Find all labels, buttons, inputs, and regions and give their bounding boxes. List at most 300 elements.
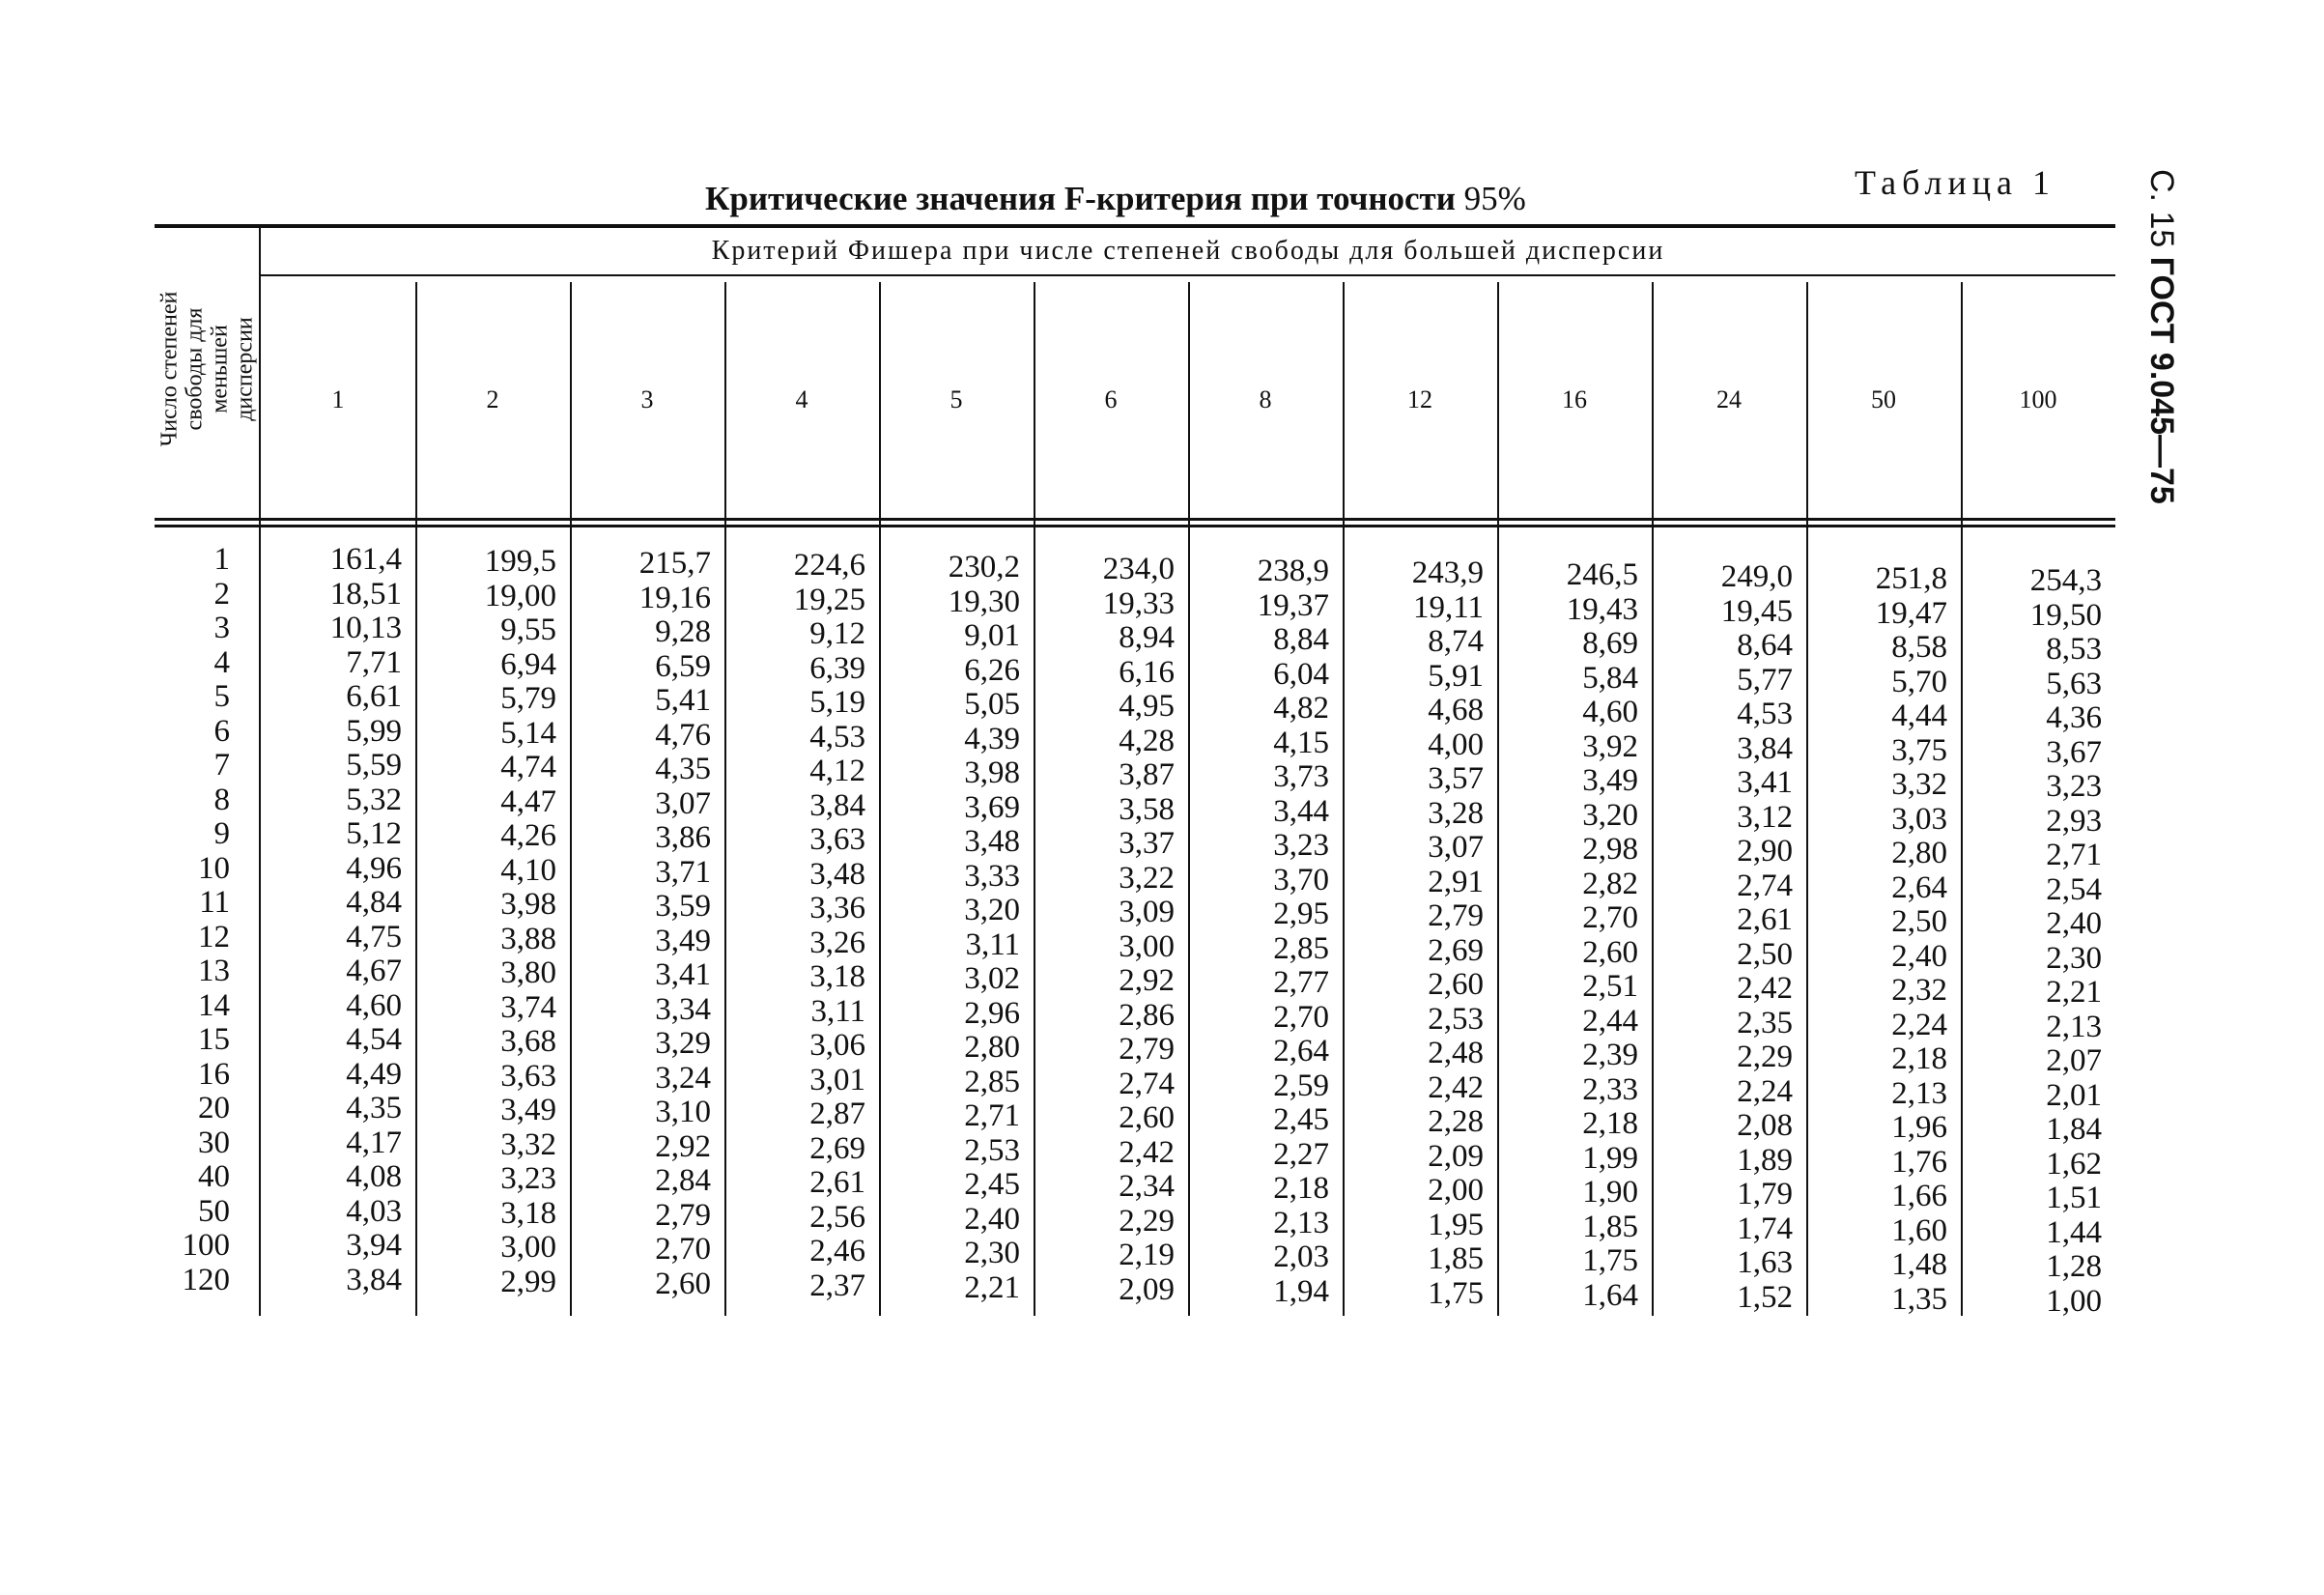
table-cell: 2,37 (809, 1267, 865, 1303)
table-cell: 6,59 (655, 648, 711, 684)
table-cell: 9,12 (809, 616, 865, 651)
table-cell: 4,12 (809, 754, 865, 788)
table-cell: 2,18 (1273, 1171, 1329, 1206)
table-cell: 2,19 (1119, 1238, 1175, 1272)
table-cell: 2,21 (2046, 975, 2102, 1010)
table-cell: 3,29 (655, 1026, 711, 1061)
table-cell: 3,07 (1428, 830, 1484, 865)
table-cell: 2,42 (1737, 971, 1793, 1006)
table-cell: 2,84 (655, 1163, 711, 1198)
table-cell: 3,23 (2046, 769, 2102, 804)
table-cell: 224,6 (793, 548, 865, 583)
table-cell: 3,28 (1428, 795, 1484, 831)
row-label: 3 (213, 611, 230, 645)
table-cell: 8,74 (1428, 624, 1484, 659)
table-cell: 8,53 (2046, 632, 2102, 667)
table-cell: 1,75 (1428, 1275, 1484, 1311)
table-cell: 2,64 (1891, 869, 1947, 905)
table-cell: 3,24 (655, 1060, 711, 1096)
table-cell: 2,27 (1273, 1136, 1329, 1172)
table-cell: 2,90 (1737, 834, 1793, 869)
table-cell: 2,28 (1428, 1104, 1484, 1139)
table-cell: 2,98 (1582, 832, 1638, 867)
table-cell: 3,68 (500, 1024, 556, 1059)
table-cell: 3,03 (1891, 801, 1947, 837)
table-cell: 4,67 (346, 954, 402, 988)
table-cell: 3,98 (500, 887, 556, 922)
table-cell: 2,71 (964, 1098, 1020, 1133)
table-cell: 1,35 (1891, 1281, 1947, 1317)
row-labels (155, 543, 230, 1297)
table-cell: 2,87 (809, 1097, 865, 1131)
table-cell: 2,69 (809, 1130, 865, 1166)
table-cell: 199,5 (484, 544, 556, 579)
value-column (724, 549, 865, 1303)
table-cell: 4,49 (346, 1056, 402, 1092)
table-cell: 2,86 (1119, 997, 1175, 1033)
standard-designation: ГОСТ 9.045—75 (2143, 256, 2180, 504)
table-cell: 2,56 (809, 1199, 865, 1235)
spanner-header: Критерий Фишера при числе степеней свободы для большей дисперсии (711, 236, 1665, 266)
row-label: 120 (182, 1262, 230, 1297)
table-cell: 3,92 (1582, 728, 1638, 764)
table-cell: 3,18 (500, 1195, 556, 1231)
row-label: 10 (198, 850, 230, 886)
table-cell: 2,50 (1737, 936, 1793, 972)
table-cell: 4,08 (346, 1159, 402, 1194)
column-header: 3 (640, 385, 654, 413)
table-cell: 3,41 (1737, 765, 1793, 800)
table-cell: 2,79 (655, 1197, 711, 1233)
table-cell: 3,23 (1273, 828, 1329, 863)
page-number: С. 15 (2143, 169, 2180, 248)
table-cell: 2,30 (964, 1236, 1020, 1270)
row-label: 16 (198, 1056, 230, 1092)
table-cell: 2,79 (1428, 898, 1484, 933)
row-label: 20 (198, 1091, 230, 1125)
table-cell: 2,45 (964, 1167, 1020, 1202)
table-cell: 2,35 (1737, 1005, 1793, 1040)
table-cell: 19,00 (484, 578, 556, 613)
table-cell: 18,51 (329, 576, 402, 612)
table-cell: 1,95 (1428, 1207, 1484, 1242)
table-cell: 2,32 (1891, 973, 1947, 1008)
table-cell: 2,29 (1737, 1040, 1793, 1074)
table-cell: 2,13 (2046, 1009, 2102, 1044)
table-cell: 254,3 (2029, 563, 2102, 598)
table-cell: 3,75 (1891, 732, 1947, 768)
column-header: 50 (1871, 385, 1896, 413)
table-cell: 3,80 (500, 955, 556, 990)
table-cell: 4,68 (1428, 693, 1484, 727)
column-header: 4 (795, 385, 808, 413)
table-cell: 2,64 (1273, 1034, 1329, 1068)
row-label: 100 (182, 1228, 230, 1263)
table-cell: 4,82 (1273, 691, 1329, 726)
column-header: 2 (486, 385, 499, 413)
table-cell: 7,71 (346, 644, 402, 680)
value-column (1961, 564, 2102, 1319)
table-cell: 3,26 (809, 925, 865, 960)
table-cell: 8,84 (1273, 622, 1329, 657)
table-cell: 2,53 (1428, 1001, 1484, 1037)
table-cell: 1,84 (2046, 1112, 2102, 1147)
table-cell: 2,44 (1582, 1003, 1638, 1039)
table-cell: 5,19 (809, 685, 865, 720)
table-cell: 3,98 (964, 755, 1020, 790)
row-label: 5 (213, 679, 230, 714)
table-cell: 2,42 (1428, 1069, 1484, 1105)
row-label: 11 (199, 885, 230, 920)
table-cell: 2,60 (1428, 967, 1484, 1002)
table-cell: 2,08 (1737, 1108, 1793, 1143)
table-cell: 2,60 (655, 1266, 711, 1301)
table-cell: 3,00 (1119, 928, 1175, 964)
table-label: Таблица 1 (1855, 163, 2055, 202)
table-cell: 19,45 (1720, 593, 1793, 629)
table-cell: 19,43 (1566, 591, 1638, 627)
table-cell: 3,20 (1582, 797, 1638, 833)
table-cell: 6,94 (500, 646, 556, 682)
table-cell: 3,84 (809, 787, 865, 823)
value-column (1343, 556, 1484, 1311)
table-cell: 4,44 (1891, 698, 1947, 733)
table-cell: 2,60 (1119, 1100, 1175, 1135)
table-cell: 3,94 (346, 1228, 402, 1263)
table-cell: 4,75 (346, 919, 402, 954)
table-cell: 2,18 (1582, 1106, 1638, 1141)
table-cell: 3,34 (655, 991, 711, 1027)
table-cell: 4,00 (1428, 726, 1484, 762)
row-label: 14 (198, 987, 230, 1023)
table-cell: 3,63 (500, 1058, 556, 1094)
table-cell: 2,70 (1582, 900, 1638, 935)
table-cell: 1,89 (1737, 1142, 1793, 1178)
column-header: 8 (1259, 385, 1272, 413)
table-cell: 2,95 (1273, 897, 1329, 931)
table-cell: 1,51 (2046, 1181, 2102, 1215)
table-cell: 1,90 (1582, 1175, 1638, 1210)
table-cell: 2,51 (1582, 969, 1638, 1004)
table-cell: 2,48 (1428, 1036, 1484, 1070)
table-cell: 4,17 (346, 1125, 402, 1160)
table-cell: 3,37 (1119, 826, 1175, 861)
table-cell: 5,14 (500, 715, 556, 751)
table-cell: 2,00 (1428, 1173, 1484, 1208)
header-bottom-rule (155, 518, 2115, 527)
table-cell: 2,80 (1891, 836, 1947, 870)
row-label: 30 (198, 1125, 230, 1160)
table-cell: 5,77 (1737, 662, 1793, 698)
column-header: 1 (331, 385, 345, 413)
table-cell: 2,74 (1737, 868, 1793, 903)
table-cell: 4,10 (500, 852, 556, 888)
table-cell: 5,63 (2046, 666, 2102, 701)
table-cell: 2,42 (1119, 1134, 1175, 1170)
table-cell: 1,62 (2046, 1146, 2102, 1182)
table-cell: 1,96 (1891, 1110, 1947, 1145)
table-cell: 3,71 (655, 854, 711, 890)
table-cell: 1,94 (1273, 1273, 1329, 1309)
table-cell: 3,84 (346, 1262, 402, 1297)
table-cell: 6,39 (809, 650, 865, 686)
table-cell: 2,46 (809, 1234, 865, 1268)
table-cell: 5,05 (964, 687, 1020, 722)
row-label: 12 (198, 919, 230, 954)
table-cell: 2,50 (1891, 904, 1947, 939)
table-cell: 3,49 (500, 1093, 556, 1127)
row-label: 40 (198, 1159, 230, 1194)
table-cell: 3,57 (1428, 761, 1484, 796)
table-cell: 2,79 (1119, 1032, 1175, 1067)
table-cell: 3,01 (809, 1062, 865, 1097)
table-cell: 3,02 (964, 961, 1020, 996)
table-cell: 9,55 (500, 612, 556, 647)
table-cell: 5,70 (1891, 664, 1947, 699)
table-cell: 4,03 (346, 1193, 402, 1229)
table-cell: 2,82 (1582, 866, 1638, 901)
table-cell: 3,18 (809, 959, 865, 994)
table-cell: 2,33 (1582, 1071, 1638, 1107)
table-cell: 2,39 (1582, 1038, 1638, 1072)
table-cell: 3,87 (1119, 757, 1175, 792)
table-cell: 3,73 (1273, 759, 1329, 794)
value-column (415, 545, 556, 1299)
row-label: 9 (213, 816, 230, 851)
table-cell: 5,79 (500, 681, 556, 716)
table-cell: 1,75 (1582, 1243, 1638, 1278)
table-cell: 2,45 (1273, 1102, 1329, 1137)
table-cell: 1,52 (1737, 1279, 1793, 1315)
table-cell: 19,33 (1102, 585, 1175, 621)
table-cell: 3,09 (1119, 895, 1175, 929)
table-cell: 2,61 (809, 1165, 865, 1200)
value-column (570, 547, 711, 1301)
row-label: 7 (213, 748, 230, 783)
table-cell: 3,41 (655, 957, 711, 992)
column-header: 16 (1562, 385, 1587, 413)
table-cell: 2,24 (1891, 1007, 1947, 1042)
table-cell: 2,01 (2046, 1077, 2102, 1113)
table-cell: 19,16 (638, 580, 711, 615)
table-cell: 4,35 (346, 1091, 402, 1125)
table-cell: 3,11 (810, 993, 865, 1029)
table-cell: 2,53 (964, 1132, 1020, 1168)
table-cell: 2,40 (2046, 906, 2102, 941)
table-title (705, 180, 1526, 218)
row-label: 2 (213, 576, 230, 612)
table-cell: 2,09 (1428, 1138, 1484, 1174)
table-cell: 161,4 (329, 542, 402, 577)
table-cell: 3,48 (964, 824, 1020, 859)
table-cell: 9,28 (655, 614, 711, 649)
table-cell: 3,10 (655, 1095, 711, 1129)
table-cell: 2,93 (2046, 803, 2102, 839)
table-cell: 5,12 (346, 816, 402, 851)
table-cell: 2,30 (2046, 940, 2102, 976)
table-cell: 1,64 (1582, 1277, 1638, 1313)
table-cell: 5,41 (655, 683, 711, 718)
table-cell: 2,99 (500, 1264, 556, 1299)
table-cell: 1,63 (1737, 1245, 1793, 1280)
row-label: 6 (213, 713, 230, 749)
table-cell: 2,61 (1737, 902, 1793, 937)
table-cell: 4,35 (655, 752, 711, 786)
table-cell: 2,71 (2046, 838, 2102, 872)
table-cell: 1,60 (1891, 1212, 1947, 1248)
table-cell: 2,77 (1273, 965, 1329, 1000)
table-cell: 238,9 (1257, 554, 1329, 588)
stub-header (155, 224, 259, 514)
table-cell: 10,13 (329, 611, 402, 645)
table-cell: 4,47 (500, 783, 556, 819)
value-column (1188, 555, 1329, 1309)
table-cell: 4,39 (964, 721, 1020, 756)
table-cell: 3,22 (1119, 860, 1175, 896)
table-cell: 2,54 (2046, 871, 2102, 907)
table-cell: 4,95 (1119, 689, 1175, 724)
table-cell: 1,66 (1891, 1179, 1947, 1213)
table-cell: 19,47 (1875, 595, 1947, 631)
value-column (1806, 562, 1947, 1317)
table-cell: 8,69 (1582, 626, 1638, 661)
table-cell: 1,85 (1582, 1209, 1638, 1244)
table-cell: 3,49 (1582, 763, 1638, 798)
value-column (1034, 553, 1175, 1307)
table-cell: 2,96 (964, 995, 1020, 1031)
table-cell: 2,70 (1273, 999, 1329, 1035)
table-cell: 6,26 (964, 652, 1020, 688)
column-header: 12 (1407, 385, 1432, 413)
table-cell: 5,59 (346, 748, 402, 783)
table-cell: 3,06 (809, 1028, 865, 1063)
table-cell: 3,74 (500, 989, 556, 1025)
table-cell: 2,69 (1428, 932, 1484, 968)
table-cell: 2,85 (964, 1064, 1020, 1099)
table-cell: 3,32 (500, 1126, 556, 1162)
table-cell: 1,00 (2046, 1283, 2102, 1319)
table-cell: 4,60 (346, 987, 402, 1023)
table-cell: 2,70 (655, 1232, 711, 1267)
table-cell: 3,49 (655, 923, 711, 958)
table-cell: 2,80 (964, 1030, 1020, 1065)
table-cell: 2,13 (1891, 1075, 1947, 1111)
table-cell: 251,8 (1875, 561, 1947, 596)
table-cell: 2,85 (1273, 930, 1329, 966)
table-cell: 4,76 (655, 717, 711, 753)
table-cell: 1,76 (1891, 1144, 1947, 1180)
table-cell: 3,00 (500, 1230, 556, 1265)
table-cell: 249,0 (1720, 559, 1793, 594)
table-cell: 3,63 (809, 822, 865, 857)
row-label: 15 (198, 1022, 230, 1057)
table-cell: 1,99 (1582, 1140, 1638, 1176)
table-cell: 215,7 (638, 546, 711, 581)
table-cell: 2,24 (1737, 1073, 1793, 1109)
table-cell: 3,23 (500, 1161, 556, 1196)
table-cell: 2,34 (1119, 1169, 1175, 1204)
table-cell: 5,84 (1582, 660, 1638, 696)
table-cell: 19,50 (2029, 597, 2102, 633)
table-cell: 246,5 (1566, 557, 1638, 592)
table-cell: 2,40 (1891, 938, 1947, 974)
table-cell: 243,9 (1411, 555, 1484, 590)
table-cell: 8,94 (1119, 620, 1175, 655)
table-cell: 6,61 (346, 679, 402, 714)
table-cell: 3,84 (1737, 730, 1793, 766)
table-cell: 2,18 (1891, 1041, 1947, 1076)
table-cell: 3,11 (965, 926, 1020, 962)
table-cell: 2,40 (964, 1201, 1020, 1237)
table-cell: 4,60 (1582, 695, 1638, 729)
column-header: 5 (949, 385, 963, 413)
stub-header-text: Число степеней свободы для меньшей дисперсии (156, 291, 258, 447)
table-cell: 4,54 (346, 1022, 402, 1057)
table-cell: 3,59 (655, 889, 711, 924)
table-cell: 4,84 (346, 885, 402, 920)
table-cell: 3,88 (500, 921, 556, 956)
table-cell: 1,44 (2046, 1214, 2102, 1250)
table-cell: 230,2 (948, 550, 1020, 584)
table-top-rule (155, 224, 2115, 228)
table-cell: 3,69 (964, 789, 1020, 825)
table-cell: 2,21 (964, 1269, 1020, 1305)
table-cell: 8,58 (1891, 630, 1947, 665)
table-cell: 4,74 (500, 750, 556, 784)
table-cell: 5,91 (1428, 658, 1484, 694)
title-percent: 95% (1463, 180, 1526, 217)
table-cell: 6,16 (1119, 654, 1175, 690)
table-cell: 3,58 (1119, 791, 1175, 827)
table-cell: 1,48 (1891, 1247, 1947, 1282)
table-cell: 9,01 (964, 618, 1020, 653)
table-cell: 1,85 (1428, 1241, 1484, 1276)
table-cell: 3,36 (809, 891, 865, 926)
row-label: 8 (213, 782, 230, 817)
table-cell: 2,13 (1273, 1205, 1329, 1240)
value-column (1652, 560, 1793, 1315)
value-column (1497, 558, 1638, 1313)
table-cell: 8,64 (1737, 628, 1793, 663)
value-column (261, 543, 402, 1297)
table-cell: 4,28 (1119, 723, 1175, 758)
table-cell: 2,03 (1273, 1239, 1329, 1274)
table-cell: 4,15 (1273, 725, 1329, 760)
running-header (2142, 169, 2180, 504)
table-cell: 2,59 (1273, 1068, 1329, 1103)
table-cell: 3,48 (809, 856, 865, 892)
table-cell: 2,74 (1119, 1066, 1175, 1101)
table-cell: 3,20 (964, 893, 1020, 927)
value-column (879, 551, 1020, 1305)
table-cell: 1,79 (1737, 1177, 1793, 1211)
table-cell: 3,86 (655, 820, 711, 855)
table-cell: 2,92 (1119, 963, 1175, 998)
table-cell: 2,60 (1582, 934, 1638, 970)
row-label: 13 (198, 954, 230, 988)
table-cell: 4,53 (809, 719, 865, 755)
table-cell: 4,36 (2046, 700, 2102, 735)
table-cell: 3,33 (964, 858, 1020, 894)
table-cell: 2,29 (1119, 1203, 1175, 1239)
table-cell: 19,37 (1257, 587, 1329, 623)
table-cell: 3,44 (1273, 793, 1329, 829)
table-cell: 2,09 (1119, 1271, 1175, 1307)
column-header: 6 (1104, 385, 1118, 413)
row-label: 1 (213, 542, 230, 577)
table-cell: 3,07 (655, 785, 711, 821)
table-cell: 4,26 (500, 818, 556, 853)
